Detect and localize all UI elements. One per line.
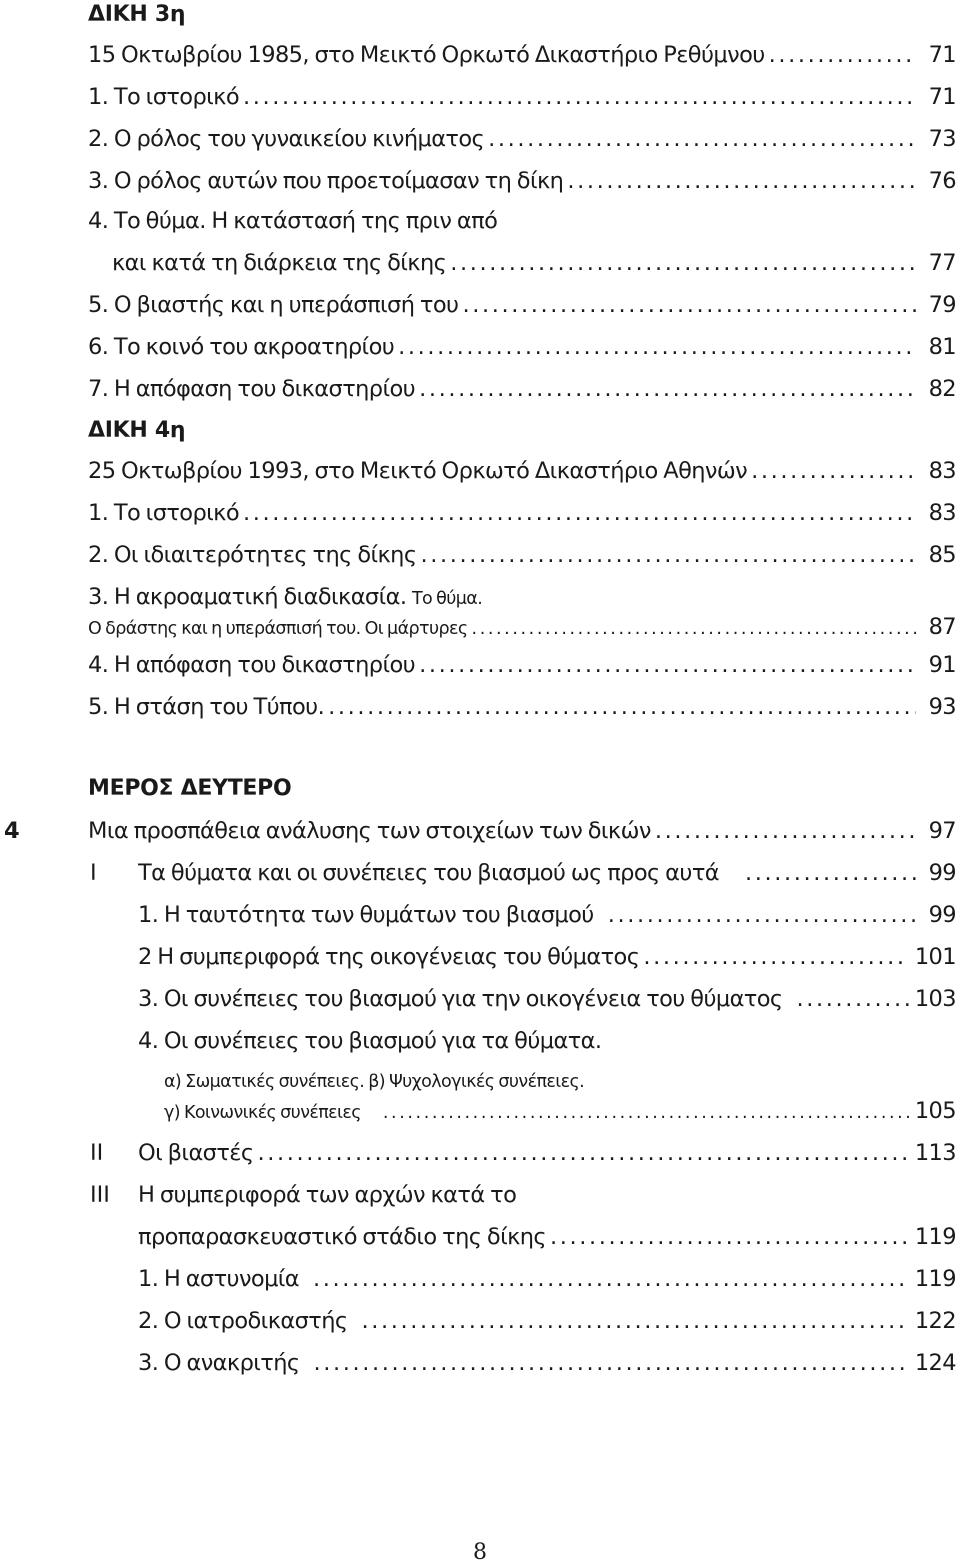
toc-entry-page: 99 [928,902,956,928]
toc-entry-page: 99 [928,860,956,886]
toc-entry-page: 119 [914,1224,956,1250]
toc-entry-title: 1. Το ιστορικό [88,500,239,526]
toc-entry-page: 87 [928,614,956,640]
toc-entry-title: 6. Το κοινό του ακροατηρίου [88,334,395,360]
trial4-heading: ΔΙΚΗ 4η [88,418,186,443]
toc-entry-page: 71 [928,42,956,68]
toc-entry[interactable] [138,1224,956,1250]
toc-entry[interactable] [88,458,956,484]
toc-entry-page: 77 [928,250,956,276]
toc-entry[interactable] [138,944,956,970]
dot-leader [419,376,916,402]
toc-entry-title: και κατά τη διάρκεια της δίκης [112,250,447,276]
dot-leader [745,860,916,886]
section-number: ΙΙ [90,1140,104,1166]
toc-entry-title-line1: 4. Το θύμα. Η κατάστασή της πριν από [88,208,498,234]
toc-entry-page: 82 [928,376,956,402]
toc-entry-title: Οι βιαστές [138,1140,254,1166]
toc-entry-page: 83 [928,458,956,484]
dot-leader [243,500,916,526]
toc-entry-page: 119 [914,1266,956,1292]
toc-entry-title: Τα θύματα και οι συνέπειες του βιασμού ως προς αυτά [138,860,720,886]
toc-entry-title: 3. Ο ανακριτής [138,1350,300,1376]
toc-entry-page: 103 [914,986,956,1012]
dot-leader [361,1308,908,1334]
toc-entry-title: 2 Η συμπεριφορά της οικογένειας του θύματος [138,944,640,970]
toc-entry[interactable] [138,1140,956,1166]
dot-leader [419,652,916,678]
dot-leader [243,84,916,110]
section-number: ΙΙΙ [90,1182,110,1208]
toc-entry[interactable] [88,542,956,568]
toc-entry-title: 25 Οκτωβρίου 1993, στο Μεικτό Ορκωτό Δικαστήριο Αθηνών [88,458,748,484]
toc-entry[interactable] [164,1098,956,1124]
dot-leader [567,168,916,194]
toc-entry-title: Ο δράστης και η υπεράσπισή του. Οι μάρτυρες [88,619,468,639]
toc-entry-page: 97 [928,818,956,844]
toc-entry[interactable] [88,652,956,678]
toc-entry[interactable] [88,694,956,720]
dot-leader [450,250,916,276]
dot-leader [655,818,916,844]
toc-entry-title: 2. Ο ιατροδικαστής [138,1308,348,1334]
dot-leader [769,42,916,68]
toc-entry[interactable] [138,1350,956,1376]
toc-entry[interactable] [88,126,956,152]
dot-leader [420,542,916,568]
toc-entry-page: 76 [928,168,956,194]
part2-heading: ΜΕΡΟΣ ΔΕΥΤΕΡΟ [88,776,292,801]
dot-leader [257,1140,908,1166]
toc-entry-title: γ) Κοινωνικές συνέπειες [164,1103,361,1123]
toc-entry[interactable] [88,500,956,526]
dot-leader [328,694,916,720]
toc-entry-title-line1: Η συμπεριφορά των αρχών κατά το [138,1182,517,1208]
toc-entry[interactable] [112,250,956,276]
toc-entry-page: 105 [914,1098,956,1124]
dot-leader [398,334,916,360]
toc-entry-title-line1: 4. Οι συνέπειες του βιασμού για τα θύματα. [138,1028,602,1054]
toc-entry[interactable] [88,818,956,844]
toc-entry[interactable] [138,860,956,886]
toc-entry[interactable] [138,1266,956,1292]
dot-leader [462,292,916,318]
toc-entry-title: 7. Η απόφαση του δικαστηρίου [88,376,416,402]
toc-entry-title: 5. Η στάση του Τύπου. [88,694,325,720]
dot-leader [472,619,916,639]
chapter-number: 4 [4,818,20,844]
dot-leader [608,902,916,928]
toc-entry-page: 91 [928,652,956,678]
dot-leader [313,1266,909,1292]
toc-entry-title: προπαρασκευαστικό στάδιο της δίκης [138,1224,547,1250]
toc-entry[interactable] [88,42,956,68]
trial3-heading: ΔΙΚΗ 3η [88,2,186,27]
toc-entry-title: 3. Οι συνέπειες του βιασμού για την οικογένεια του θύματος [138,986,783,1012]
dot-leader [797,986,909,1012]
toc-entry-title: 5. Ο βιαστής και η υπεράσπισή του [88,292,459,318]
toc-entry-title: 4. Η απόφαση του δικαστηρίου [88,652,416,678]
toc-entry[interactable] [138,986,956,1012]
toc-subentry-line1: α) Σωματικές συνέπειες. β) Ψυχολογικές συνέπειες. [164,1072,585,1092]
toc-entry-title: 1. Η αστυνομία [138,1266,300,1292]
toc-entry-page: 124 [914,1350,956,1376]
toc-entry-page: 81 [928,334,956,360]
toc-entry[interactable] [88,334,956,360]
toc-entry[interactable] [88,376,956,402]
toc-entry-title-line1 [88,584,482,610]
toc-entry-page: 85 [928,542,956,568]
page-number: 8 [473,1540,487,1565]
toc-entry-page: 113 [914,1140,956,1166]
toc-entry-title: 2. Ο ρόλος του γυναικείου κινήματος [88,126,485,152]
dot-leader [751,458,916,484]
toc-entry-page: 73 [928,126,956,152]
toc-entry-title: 3. Η ακροαματική διαδικασία. [88,584,407,610]
toc-entry[interactable] [138,902,956,928]
toc-entry[interactable] [88,614,956,640]
toc-entry-page: 122 [914,1308,956,1334]
toc-entry-subtitle: Το θύμα. [411,589,483,609]
toc-entry[interactable] [88,168,956,194]
toc-entry-page: 83 [928,500,956,526]
dot-leader [313,1350,908,1376]
section-number: Ι [90,860,97,886]
toc-entry[interactable] [138,1308,956,1334]
toc-entry-title: 3. Ο ρόλος αυτών που προετοίμασαν τη δίκη [88,168,564,194]
toc-entry-page: 71 [928,84,956,110]
toc-entry-title: 15 Οκτωβρίου 1985, στο Μεικτό Ορκωτό Δικαστήριο Ρεθύμνου [88,42,765,68]
toc-entry-page: 101 [914,944,956,970]
toc-entry-title: 2. Οι ιδιαιτερότητες της δίκης [88,542,417,568]
toc-entry-title: Μια προσπάθεια ανάλυσης των στοιχείων των δικών [88,818,651,844]
dot-leader [383,1103,909,1123]
dot-leader [643,944,909,970]
toc-entry-title: 1. Το ιστορικό [88,84,239,110]
dot-leader [488,126,916,152]
toc-entry-title: 1. Η ταυτότητα των θυμάτων του βιασμού [138,902,594,928]
toc-entry[interactable] [88,84,956,110]
dot-leader [550,1224,909,1250]
toc-entry[interactable] [88,292,956,318]
toc-entry-page: 79 [928,292,956,318]
toc-entry-page: 93 [928,694,956,720]
